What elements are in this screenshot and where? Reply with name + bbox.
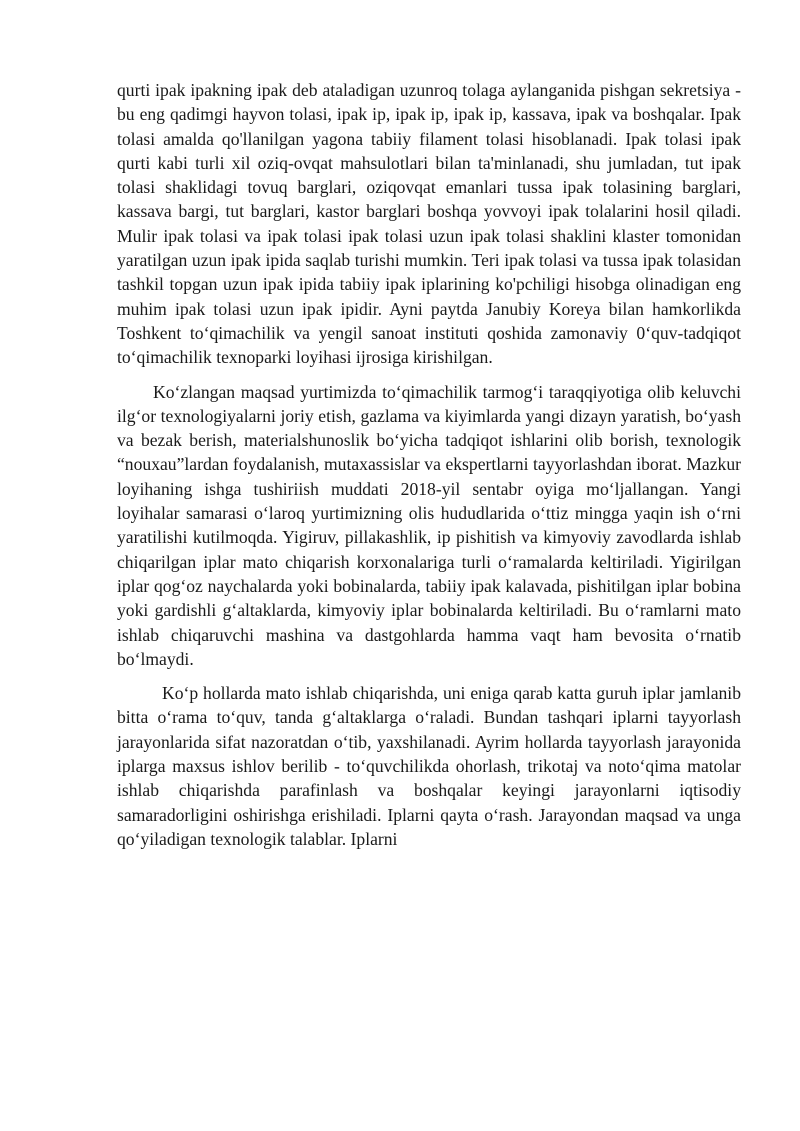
paragraph-project-goal: Ko‘zlangan maqsad yurtimizda to‘qimachilik tarmog‘i taraqqiyotiga olib keluvchi ilg‘or texnologiyalarni joriy etish, gazlama va kiyimlarda yangi dizayn yaratish, bo‘yash va bezak berish, materialshunoslik bo‘yicha tadqiqot ishlarini olib borish, texnologik “nouxau”lardan foydalanish, mutaxassislar va ekspertlarni tayyorlashdan iborat. Mazkur loyihaning ishga tushiriish muddati 2018-yil sentabr oyiga mo‘ljallangan. Yangi loyihalar samarasi o‘laroq yurtimizning olis hududlarida o‘ttiz mingga yaqin ish o‘rni yaratilishi kutilmoqda. Yigiruv, pillakashlik, ip pishitish va kimyoviy zavodlarda ishlab chiqarilgan iplar mato chiqarish korxonalariga turli o‘ramalarda keltiriladi. Yigirilgan iplar qog‘oz naychalarda yoki bobinalarda, tabiiy ipak kalavada, pishitilgan iplar bobina yoki gardishli g‘altaklarda, kimyoviy iplar bobinalarda keltiriladi. Bu o‘ramlarni mato ishlab chiqaruvchi mashina va dastgohlarda hamma vaqt ham bevosita o‘rnatib bo‘lmaydi. xyxy=(117,381,741,669)
paragraph-silk-fiber: qurti ipak ipakning ipak deb ataladigan uzunroq tolaga aylanganida pishgan sekretsiya - bu eng qadimgi hayvon tolasi, ipak ip, ipak ip, ipak ip, kassava, ipak va boshqalar. Ipak tolasi amalda qo'llanilgan yagona tabiiy filament tolasi hisoblanadi. Ipak tolasi ipak qurti kabi turli xil oziq-ovqat mahsulotlari bilan ta'minlanadi, shu jumladan, tut ipak tolasi shaklidagi tovuq barglari, oziqovqat emanlari tussa ipak tolasining barglari, kassava bargi, tut barglari, kastor barglari boshqa yovvoyi ipak tolalarini hosil qiladi. Mulir ipak tolasi va ipak tolasi ipak tolasi uzun ipak tolasi shaklini klaster tomonidan yaratilgan uzun ipak ipida saqlab turishi mumkin. Teri ipak tolasi va tussa ipak tolasidan tashkil topgan uzun ipak ipida tabiiy ipak iplarining ko'pchiligi hisobga olinadigan eng muhim ipak tolasi uzun ipak ipidir. Ayni paytda Janubiy Koreya bilan hamkorlikda Toshkent to‘qimachilik va yengil sanoat instituti qoshida zamonaviy 0‘quv-tadqiqot to‘qimachilik texnoparki loyihasi ijrosiga kirishilgan. xyxy=(117,80,741,368)
paragraph-yarn-preparation: Ko‘p hollarda mato ishlab chiqarishda, uni eniga qarab katta guruh iplar jamlanib bitta o‘rama to‘quv, tanda g‘altaklarga o‘raladi. Bundan tashqari iplarni tayyorlash jarayonlarida sifat nazoratdan o‘tib, yaxshilanadi. Ayrim hollarda tayyorlash jarayonida iplarga maxsus ishlov berilib - to‘quvchilikda ohorlash, trikotaj va noto‘qima matolar ishlab chiqarishda parafinlash va boshqalar keyingi jarayonlarni iqtisodiy samaradorligini oshirishga erishiladi. Iplarni qayta o‘rash. Jarayondan maqsad va unga qo‘yiladigan texnologik talablar. Iplarni xyxy=(117,683,741,849)
document-page xyxy=(117,78,741,861)
